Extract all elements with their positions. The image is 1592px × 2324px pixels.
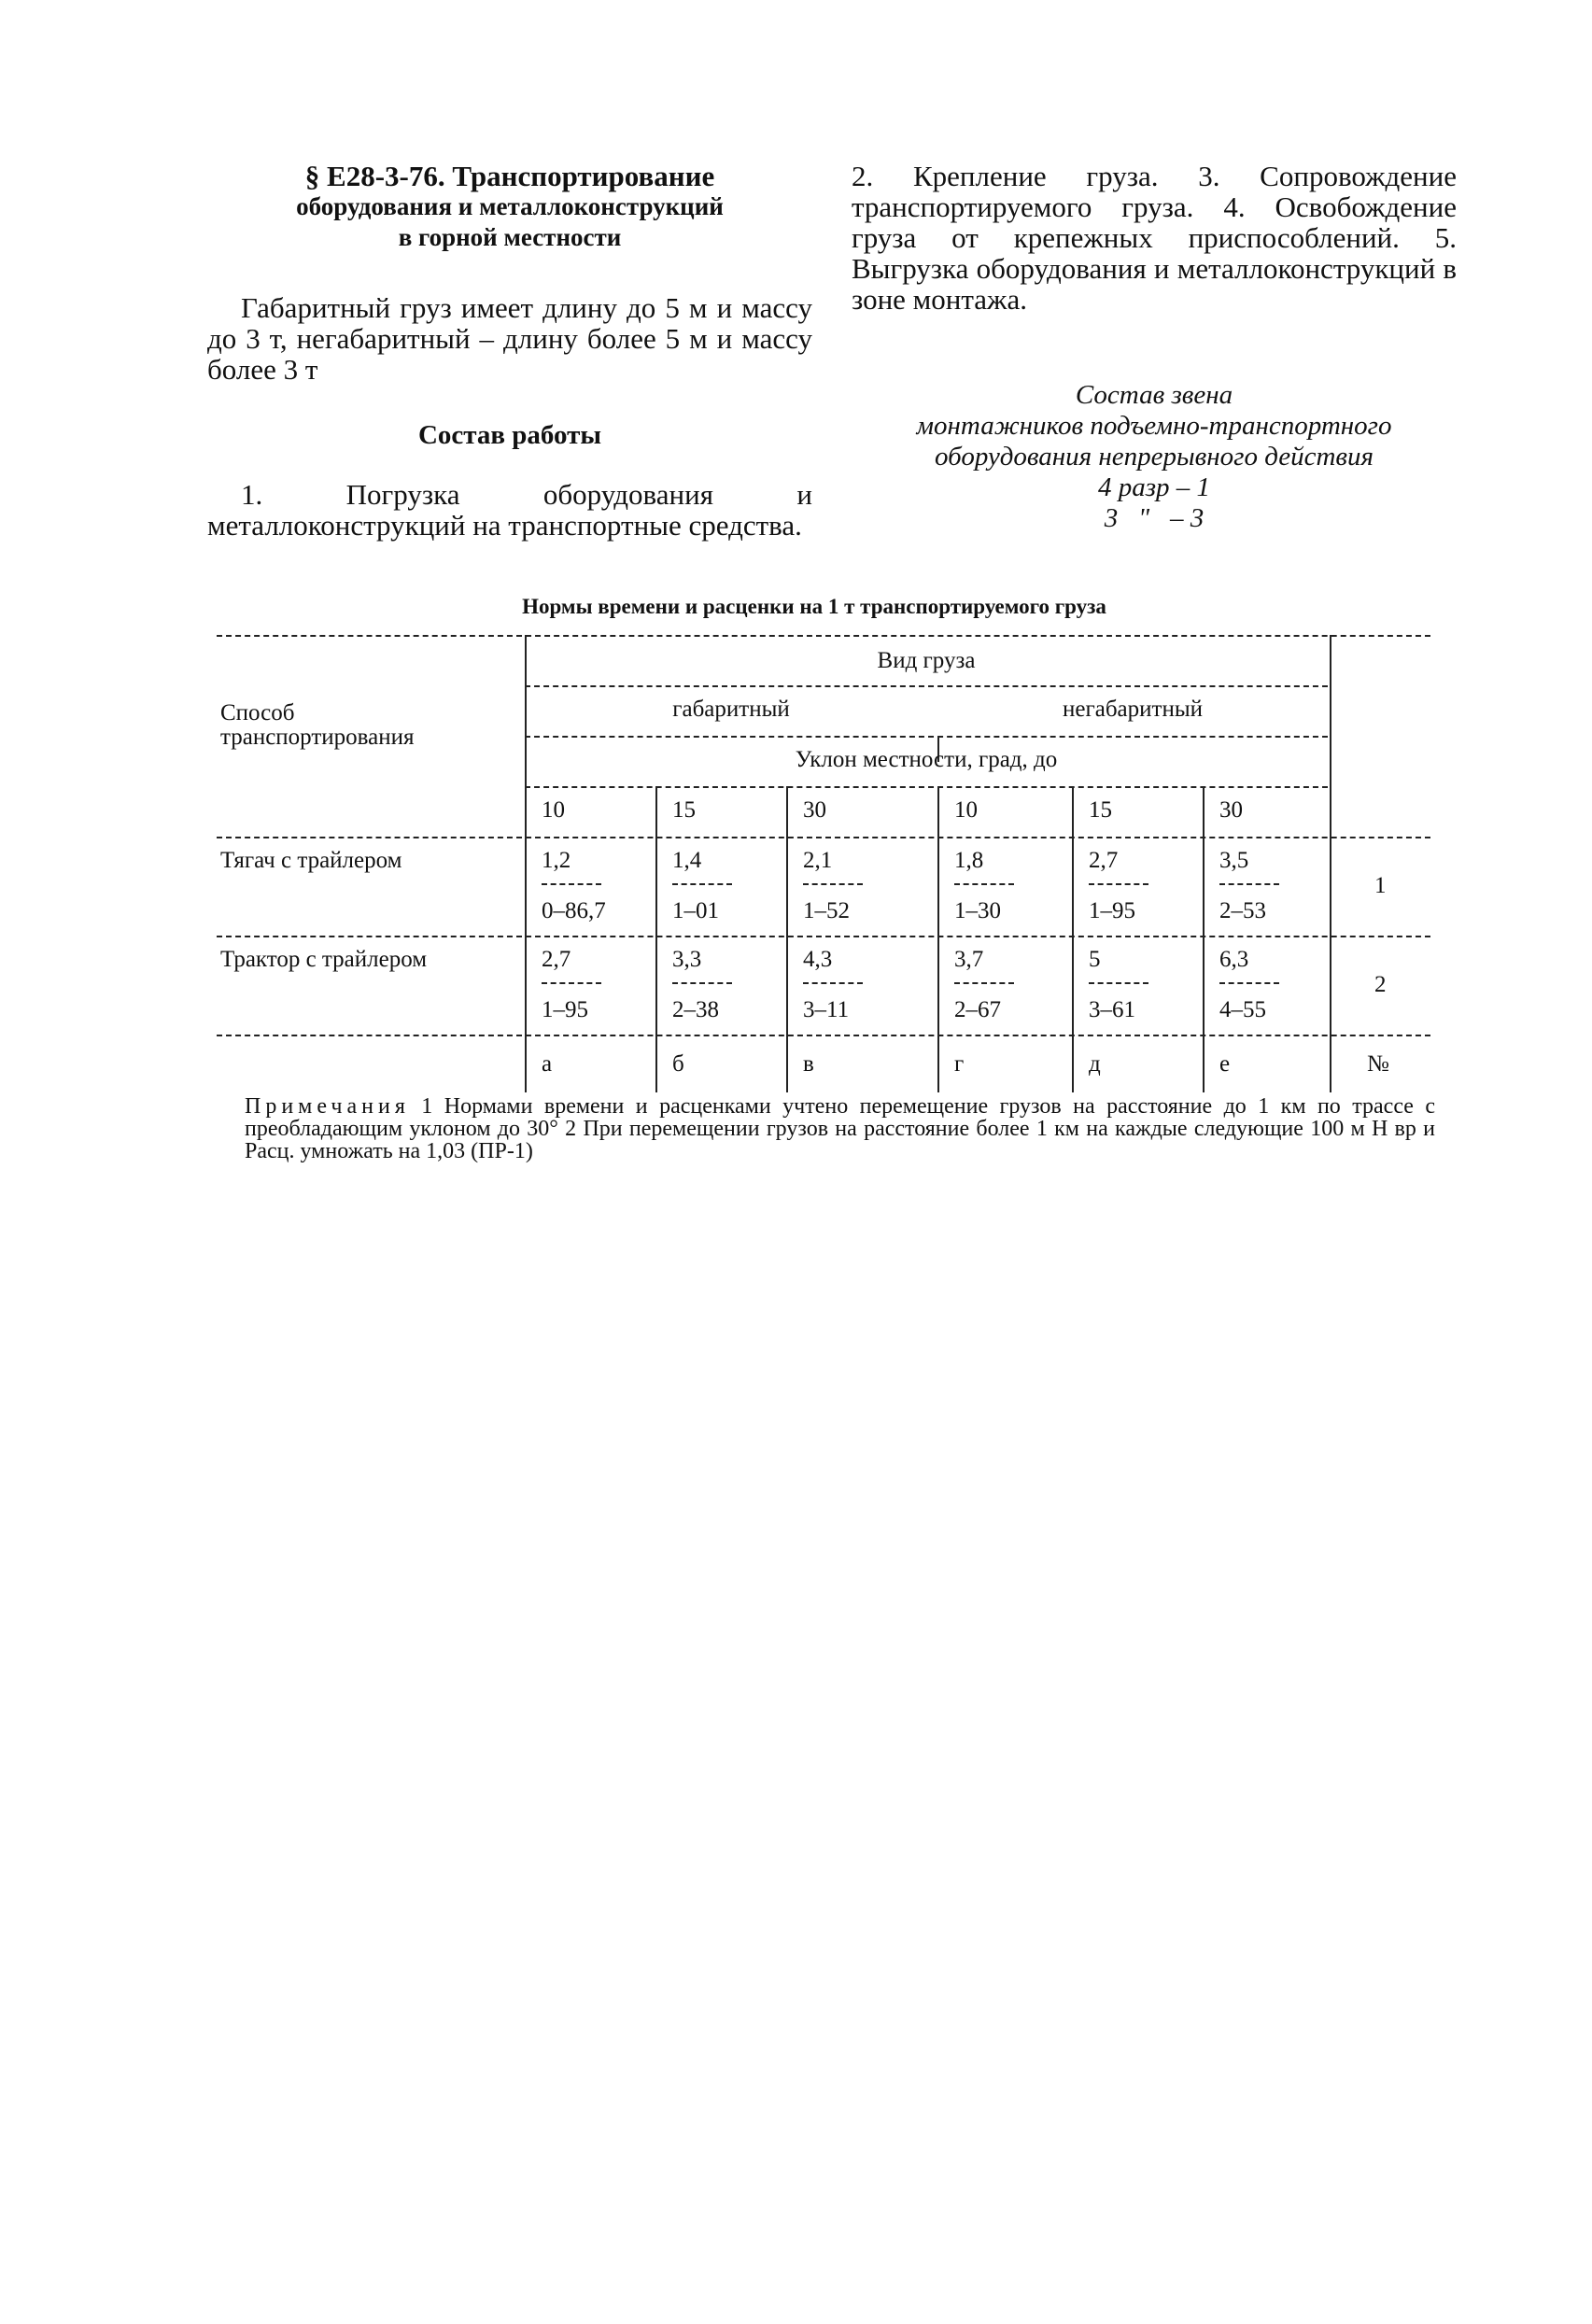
slope-col-e: 30 — [1219, 797, 1243, 823]
method-header-2: транспортирования — [220, 725, 415, 750]
crew-line-4: 4 разр – 1 — [1097, 472, 1211, 502]
crew-line-5: 3 " – 3 — [1104, 503, 1205, 533]
row2-rate-v: 3–11 — [803, 997, 850, 1022]
row1-rate-d: 1–95 — [1089, 898, 1135, 923]
table-rule-row1-end — [217, 936, 1430, 937]
crew-line-1: Состав звена — [1075, 380, 1233, 410]
table-top-rule — [217, 635, 1430, 637]
row2-frac-line-g — [954, 982, 1014, 984]
left-column — [207, 161, 812, 541]
row1-number: 1 — [1374, 873, 1387, 898]
table-title: Нормы времени и расценки на 1 т транспортируемого груза — [522, 595, 1106, 618]
row2-rate-e: 4–55 — [1219, 997, 1266, 1022]
row1-rate-e: 2–53 — [1219, 898, 1266, 923]
section-title-line3: в горной местности — [398, 223, 622, 251]
row1-norm-d: 2,7 — [1089, 848, 1119, 873]
slope-col-a: 10 — [542, 797, 565, 823]
table-vrule-col-2 — [786, 786, 788, 1092]
right-column — [852, 161, 1457, 534]
row1-frac-line-v — [803, 883, 863, 885]
notes-label: Примечания — [245, 1094, 410, 1119]
row2-norm-e: 6,3 — [1219, 947, 1249, 972]
table-vrule-col-1 — [655, 786, 657, 1092]
row2-rate-g: 2–67 — [954, 997, 1001, 1022]
group-oversized: негабаритный — [1063, 697, 1203, 722]
cargo-header: Вид груза — [877, 648, 976, 673]
row2-frac-line-b — [672, 982, 732, 984]
row1-rate-v: 1–52 — [803, 898, 850, 923]
table-rule-slope — [525, 786, 1328, 788]
work-steps-rest: 2. Крепление груза. 3. Сопровождение транспортируемого груза. 4. Освобождение груза от крепежных приспособлений. 5. Выгрузка оборудования и металлоконструкций в зоне монтажа. — [852, 160, 1457, 316]
cargo-description: Габаритный груз имеет длину до 5 м и массу до 3 т, негабаритный – длину более 5 м и массу более 3 т — [207, 291, 812, 386]
row1-frac-line-g — [954, 883, 1014, 885]
row1-frac-line-e — [1219, 883, 1279, 885]
row2-rate-d: 3–61 — [1089, 997, 1135, 1022]
work-step-1: 1. Погрузка оборудования и металлоконструкций на транспортные средства. — [207, 478, 812, 542]
row2-number: 2 — [1374, 972, 1387, 997]
row2-method: Трактор с трайлером — [220, 947, 428, 972]
section-title-line1: § Е28-3-76. Транспортирование — [304, 160, 715, 192]
method-header-1: Способ — [220, 700, 295, 725]
row2-norm-v: 4,3 — [803, 947, 833, 972]
col-letter-b: б — [672, 1051, 684, 1077]
col-letter-g: г — [954, 1051, 965, 1077]
row2-rate-b: 2–38 — [672, 997, 719, 1022]
slope-header: Уклон местности, град, до — [795, 747, 1058, 772]
row1-norm-b: 1,4 — [672, 848, 702, 873]
row2-norm-d: 5 — [1089, 947, 1101, 972]
col-letter-e: е — [1219, 1051, 1231, 1077]
table-vrule-col-4 — [1072, 786, 1074, 1092]
row1-rate-b: 1–01 — [672, 898, 719, 923]
crew-block — [852, 380, 1457, 534]
row1-norm-g: 1,8 — [954, 848, 984, 873]
table-rule-header-end — [217, 837, 1430, 838]
col-letter-a: а — [542, 1051, 553, 1077]
row2-norm-g: 3,7 — [954, 947, 984, 972]
row2-frac-line-e — [1219, 982, 1279, 984]
row2-frac-line-d — [1089, 982, 1148, 984]
row2-rate-a: 1–95 — [542, 997, 588, 1022]
group-dimensional: габаритный — [672, 697, 790, 722]
col-letter-v: в — [803, 1051, 814, 1077]
row1-norm-v: 2,1 — [803, 848, 833, 873]
slope-col-g: 10 — [954, 797, 978, 823]
row1-rate-a: 0–86,7 — [542, 898, 606, 923]
table-vrule-col-5 — [1203, 786, 1205, 1092]
row2-frac-line-a — [542, 982, 601, 984]
table-rule-row2-end — [217, 1035, 1430, 1036]
work-heading: Состав работы — [417, 420, 602, 450]
table-vrule-num — [1330, 635, 1331, 1092]
norms-table — [217, 635, 1430, 1092]
slope-col-d: 15 — [1089, 797, 1112, 823]
row2-norm-a: 2,7 — [542, 947, 571, 972]
slope-col-v: 30 — [803, 797, 826, 823]
row1-rate-g: 1–30 — [954, 898, 1001, 923]
notes — [245, 1095, 1435, 1162]
col-number-label: № — [1367, 1051, 1389, 1077]
table-vrule-col-3 — [937, 786, 939, 1092]
crew-line-2: монтажников подъемно-транспортного — [916, 411, 1392, 441]
row1-norm-e: 3,5 — [1219, 848, 1249, 873]
row1-method: Тягач с трайлером — [220, 848, 402, 873]
section-title-line2: оборудования и металлоконструкций — [296, 192, 724, 220]
row2-frac-line-v — [803, 982, 863, 984]
row1-norm-a: 1,2 — [542, 848, 571, 873]
row1-frac-line-b — [672, 883, 732, 885]
slope-col-b: 15 — [672, 797, 696, 823]
table-rule-groups — [525, 736, 1328, 738]
notes-text: 1 Нормами времени и расценками учтено перемещение грузов на расстояние до 1 км по трассе с преобладающим уклоном до 30° 2 При перемещении грузов на расстояние более 1 км на каждые следующие 100 м Н вр и Расц. умножать на 1,03 (ПР-1) — [245, 1094, 1435, 1163]
row1-frac-line-d — [1089, 883, 1148, 885]
row2-norm-b: 3,3 — [672, 947, 702, 972]
crew-line-3: оборудования непрерывного действия — [935, 442, 1374, 472]
section-title — [207, 161, 812, 253]
row1-frac-line-a — [542, 883, 601, 885]
table-rule-cargo — [525, 685, 1328, 687]
col-letter-d: д — [1089, 1051, 1101, 1077]
